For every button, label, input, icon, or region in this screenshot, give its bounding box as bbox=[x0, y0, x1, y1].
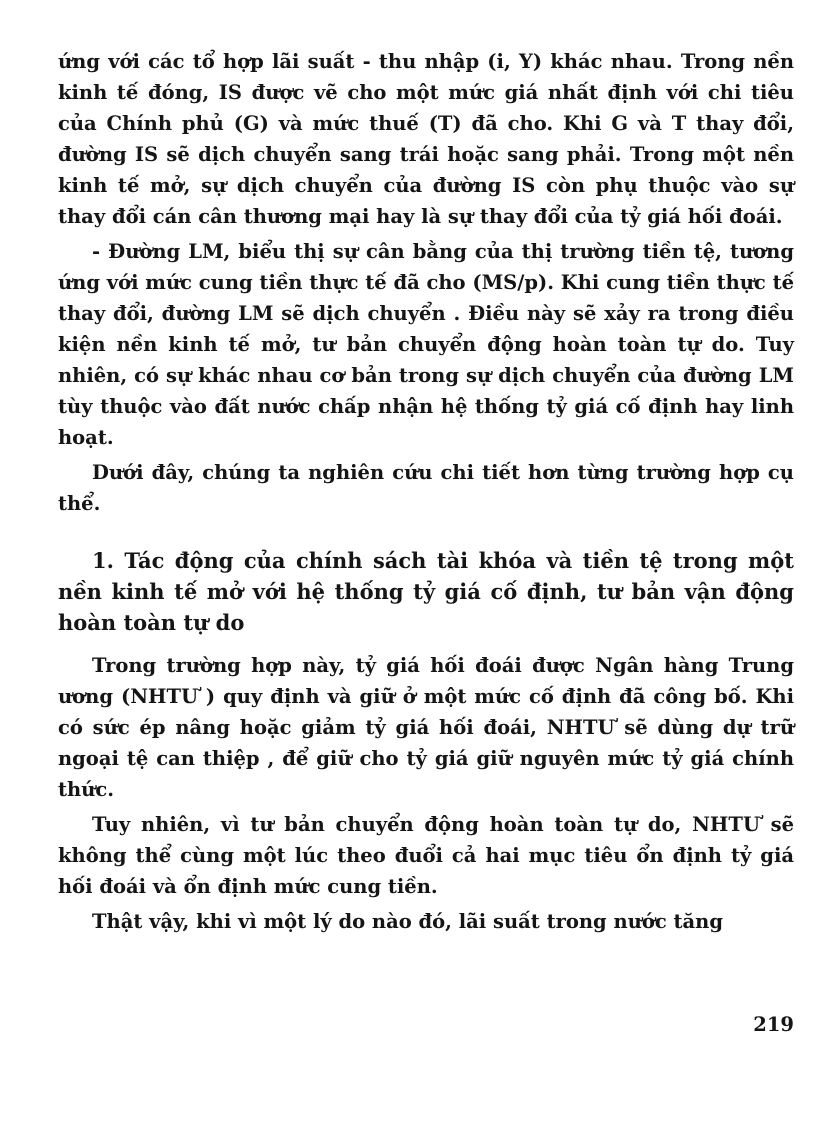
section-heading: 1. Tác động của chính sách tài khóa và tiền tệ trong một nền kinh tế mở với hệ thống tỷ giá cố định, tư bản vận động hoàn toàn tự do bbox=[58, 548, 794, 635]
paragraph-interest-rise: Thật vậy, khi vì một lý do nào đó, lãi suất trong nước tăng bbox=[92, 910, 723, 933]
page-body bbox=[58, 46, 794, 941]
paragraph-is-curve: ứng với các tổ hợp lãi suất - thu nhập (i, Y) khác nhau. Trong nền kinh tế đóng, IS được vẽ cho một mức giá nhất định với chi tiêu của Chính phủ (G) và mức thuế (T) đã cho. Khi G và T thay đổi, đường IS sẽ dịch chuyển sang trái hoặc sang phải. Trong một nền kinh tế mở, sự dịch chuyển của đường IS còn phụ thuộc vào sự thay đổi cán cân thương mại hay là sự thay đổi của tỷ giá hối đoái. bbox=[58, 50, 794, 228]
paragraph-intro-cases: Dưới đây, chúng ta nghiên cứu chi tiết hơn từng trường hợp cụ thể. bbox=[58, 461, 794, 515]
paragraph-fixed-rate: Trong trường hợp này, tỷ giá hối đoái được Ngân hàng Trung ương (NHTƯ ) quy định và giữ ở một mức cố định đã công bố. Khi có sức ép nâng hoặc giảm tỷ giá hối đoái, NHTƯ sẽ dùng dự trữ ngoại tệ can thiệp , để giữ cho tỷ giá giữ nguyên mức tỷ giá chính thức. bbox=[58, 654, 794, 801]
page-number: 219 bbox=[753, 1013, 794, 1036]
paragraph-capital-mobility: Tuy nhiên, vì tư bản chuyển động hoàn toàn tự do, NHTƯ sẽ không thể cùng một lúc theo đuổi cả hai mục tiêu ổn định tỷ giá hối đoái và ổn định mức cung tiền. bbox=[58, 813, 794, 898]
paragraph-lm-curve: - Đường LM, biểu thị sự cân bằng của thị trường tiền tệ, tương ứng với mức cung tiền thực tế đã cho (MS/p). Khi cung tiền thực tế thay đổi, đường LM sẽ dịch chuyển . Điều này sẽ xảy ra trong điều kiện nền kinh tế mở, tư bản chuyển động hoàn toàn tự do. Tuy nhiên, có sự khác nhau cơ bản trong sự dịch chuyển của đường LM tùy thuộc vào đất nước chấp nhận hệ thống tỷ giá cố định hay linh hoạt. bbox=[58, 240, 795, 449]
